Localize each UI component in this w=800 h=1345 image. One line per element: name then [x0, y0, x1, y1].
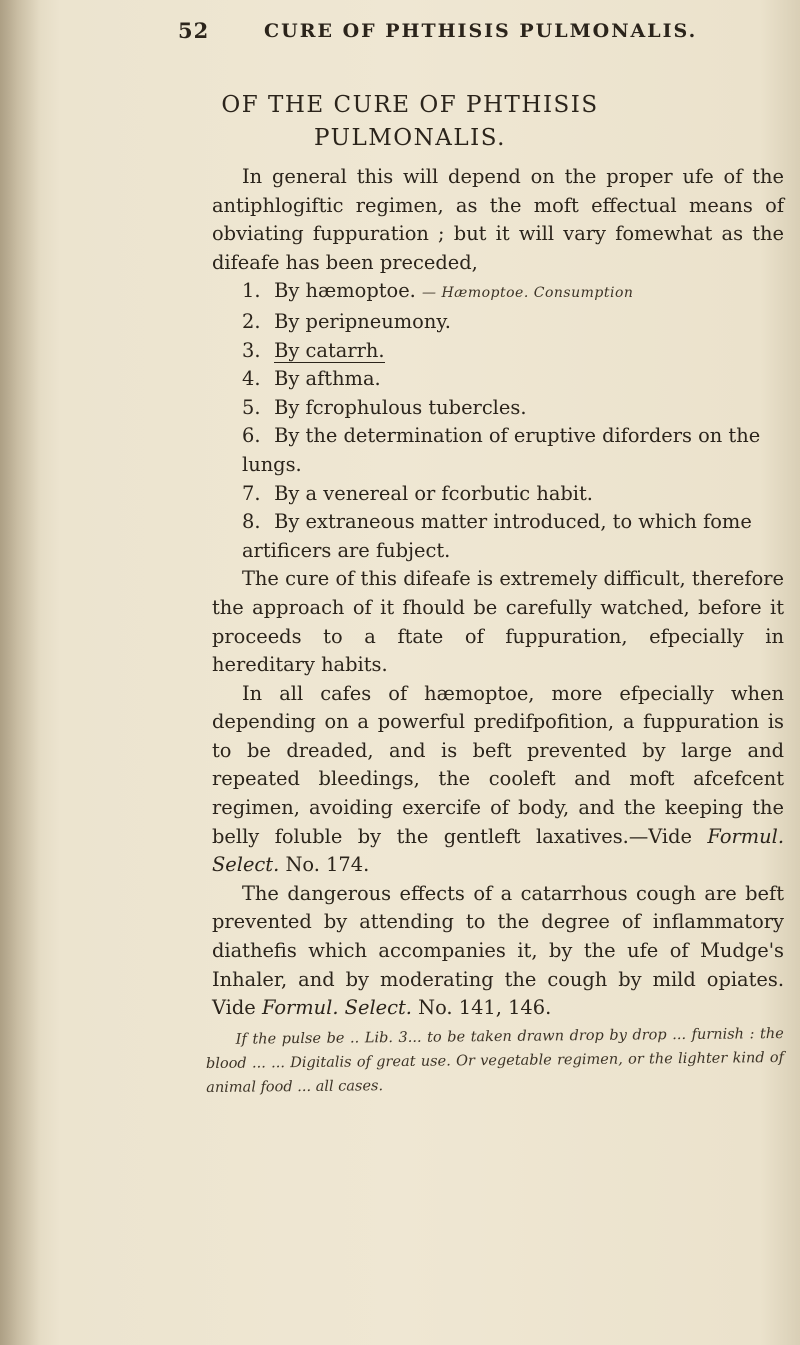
paragraph-difficulty: The cure of this difeafe is extremely difficult, therefore the approach of it fhould be carefully watched, before it proceeds to a ftate of fuppuration, efpecially in hereditary habits. — [212, 567, 784, 677]
list-item — [212, 394, 784, 423]
list-item-number: 2. — [242, 309, 261, 333]
list-item-text: By the determination of eruptive diforders on the lungs. — [242, 424, 761, 476]
body-text — [205, 163, 785, 1097]
list-item-text: By catarrh. — [274, 338, 385, 362]
list-item-number: 7. — [242, 481, 261, 505]
preceding-conditions-list — [212, 277, 784, 565]
list-item — [212, 480, 784, 509]
paragraph-haemoptoe — [212, 680, 784, 880]
list-item-text: By afthma. — [274, 367, 381, 391]
handwritten-note: — Hæmoptoe. Consumption — [422, 285, 634, 302]
paragraph-text: In all cafes of hæmoptoe, more efpecially when depending on a powerful predifpofition, a fuppuration is to be dreaded, and is beft prevented by large and repeated bleedings, the cooleft and moft afcefcent regimen, avoiding exercife of body, and the keeping the belly foluble by the gentleft laxatives.—Vide — [212, 681, 784, 848]
list-item-text: By extraneous matter introduced, to which fome artificers are fubject. — [242, 510, 752, 562]
page-number: 52 — [178, 18, 210, 43]
paragraph-text: The dangerous effects of a catarrhous cough are beft prevented by attending to the degree of inflammatory diathefis which accompanies it, by the ufe of Mudge's Inhaler, and by moderating the cough by mild opiates. — [212, 881, 784, 991]
list-item-text: By hæmoptoe. — [274, 279, 416, 303]
vide-label: Vide — [212, 996, 256, 1020]
formula-number: No. 141, 146. — [418, 996, 552, 1020]
list-item — [212, 422, 784, 479]
list-item-text: By a venereal or fcorbutic habit. — [274, 481, 593, 505]
list-item-number: 1. — [242, 279, 261, 303]
handwritten-note: If the pulse be .. Lib. 3... to be taken drawn drop by drop ... furnish : the blood ... ... Digitalis of great use. Or vegetable regimen, or the lighter kind of animal food ... all cases. — [205, 1025, 785, 1096]
running-head — [178, 18, 738, 50]
list-item — [212, 337, 784, 366]
list-item-number: 5. — [242, 395, 261, 419]
list-item — [212, 508, 784, 565]
intro-paragraph: In general this will depend on the proper ufe of the antiphlogiftic regimen, as the moft effectual means of obviating fuppuration ; but it will vary fomewhat as the difeafe has been preceded, — [212, 165, 784, 274]
paragraph-catarrh — [205, 880, 785, 1097]
chapter-heading-line-2: PULMONALIS. — [314, 125, 506, 151]
list-item-number: 8. — [242, 510, 261, 534]
list-item-number: 4. — [242, 367, 261, 391]
list-item-text: By fcrophulous tubercles. — [274, 395, 527, 419]
formula-reference: Formul. Select. — [212, 824, 784, 877]
formula-reference: Formul. Select. — [261, 996, 412, 1020]
formula-number: No. 174. — [285, 853, 370, 877]
list-item — [212, 277, 784, 308]
list-item-number: 3. — [242, 338, 261, 362]
list-item — [212, 365, 784, 394]
list-item — [212, 308, 784, 337]
chapter-heading-line-1: OF THE CURE OF PHTHISIS — [221, 92, 599, 118]
list-item-text: By peripneumony. — [274, 309, 451, 333]
page-edge-stain — [0, 0, 40, 1345]
running-title: CURE OF PHTHISIS PULMONALIS. — [264, 20, 698, 42]
list-item-number: 6. — [242, 424, 261, 448]
